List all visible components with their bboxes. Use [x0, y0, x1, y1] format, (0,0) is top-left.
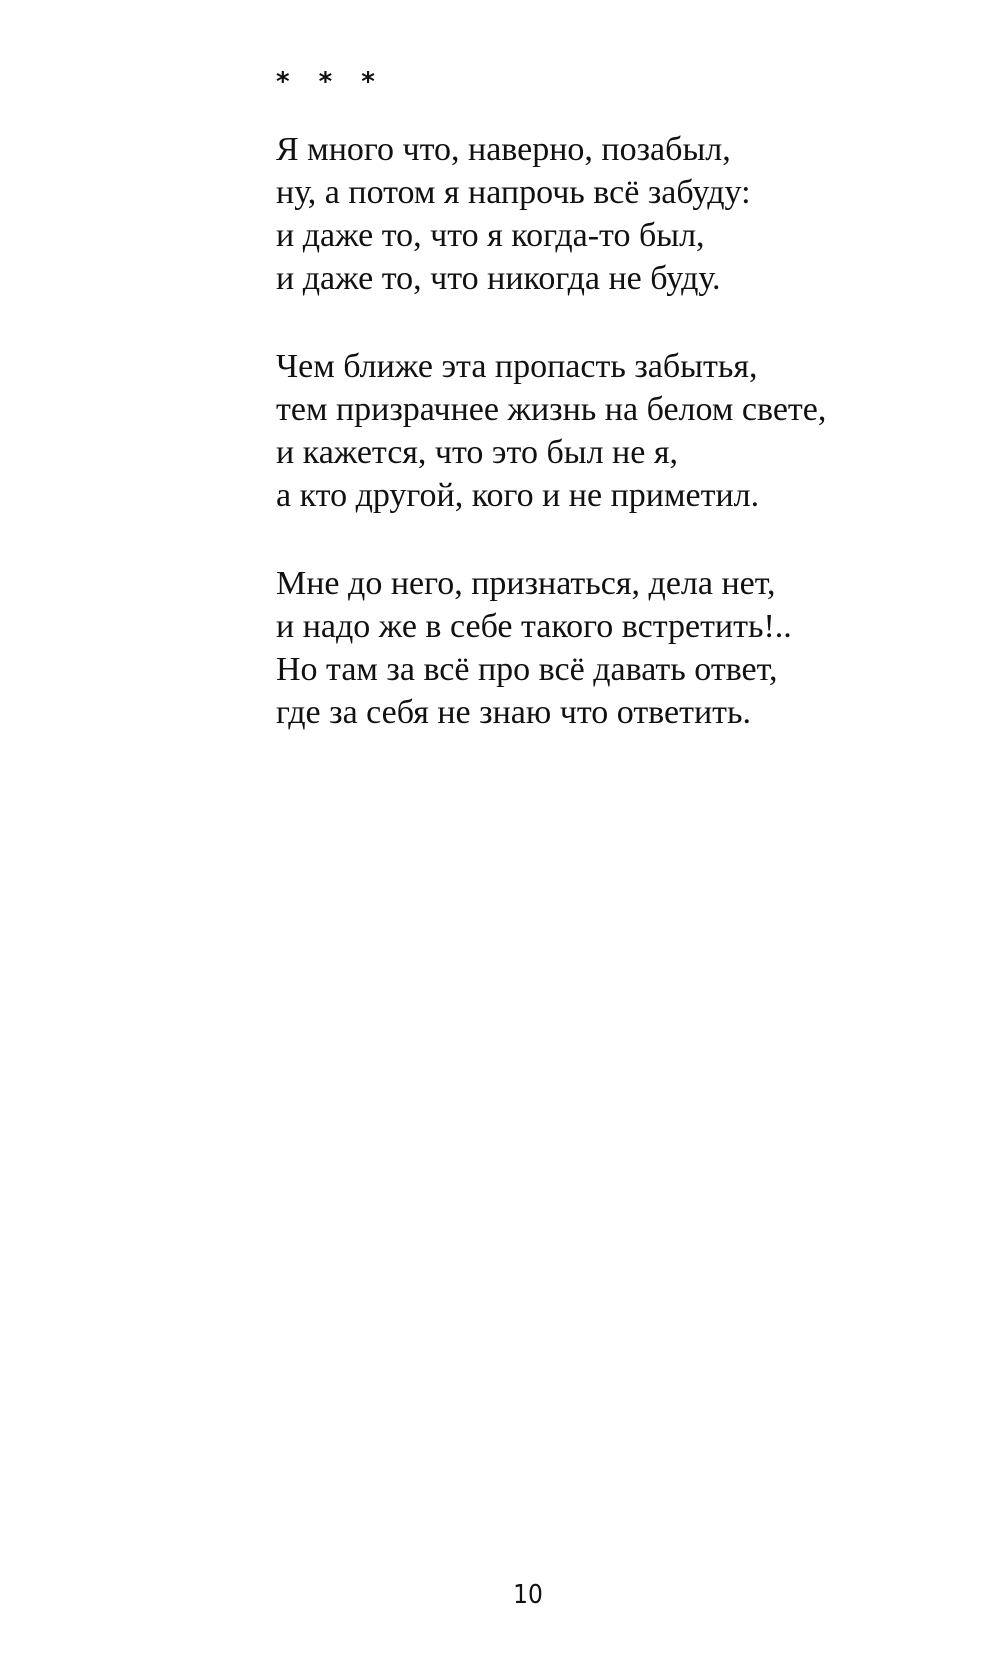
page-number: 10 [513, 1580, 543, 1610]
poem-line: где за себя не знаю что ответить. [276, 694, 752, 731]
poem-line: Чем ближе эта пропасть забытья, [276, 348, 758, 385]
poem-line: и даже то, что я когда-то был, [276, 217, 705, 254]
poem-line: а кто другой, кого и не приметил. [276, 477, 760, 514]
section-separator: * * * [276, 67, 375, 97]
stanza-3 [276, 562, 976, 734]
poem-line: Но там за всё про всё давать ответ, [276, 651, 778, 688]
poem-line: ну, а потом я напрочь всё забуду: [276, 174, 751, 211]
poem [276, 128, 976, 779]
poem-line: и даже то, что никогда не буду. [276, 260, 721, 297]
stanza-1 [276, 128, 976, 300]
poem-line: и кажется, что это был не я, [276, 434, 678, 471]
poem-line: Мне до него, признаться, дела нет, [276, 565, 776, 602]
poem-line: и надо же в себе такого встретить!.. [276, 608, 792, 645]
poem-line: Я много что, наверно, позабыл, [276, 131, 731, 168]
poem-line: тем призрачнее жизнь на белом свете, [276, 391, 827, 428]
stanza-2 [276, 345, 976, 517]
